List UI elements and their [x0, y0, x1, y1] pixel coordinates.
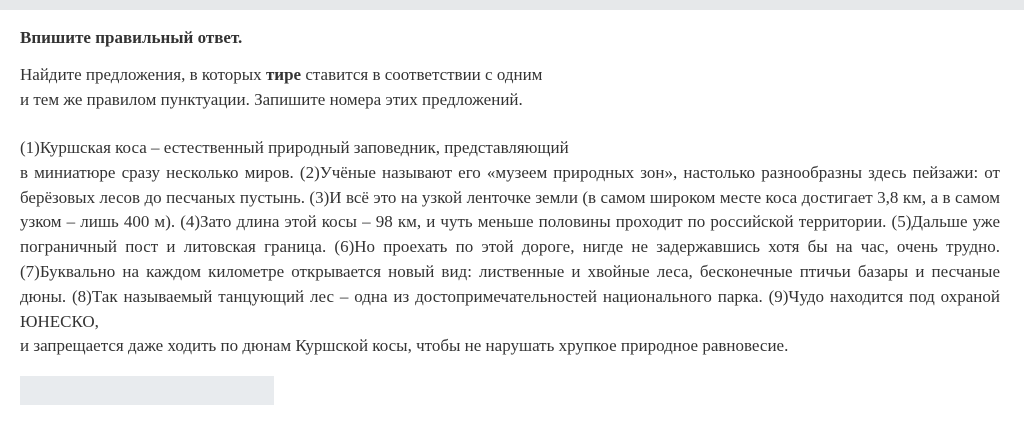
- passage-line-1: (1)Куршская коса – естественный природный заповедник, представляющий: [20, 138, 569, 157]
- task-text-line2: и тем же правилом пунктуации. Запишите номера этих предложений.: [20, 89, 523, 109]
- top-bar: [0, 0, 1024, 10]
- question-content: [20, 26, 1000, 359]
- task-text-emphasis: тире: [265, 65, 302, 84]
- passage-last-line: и запрещается даже ходить по дюнам Куршской косы, чтобы не нарушать хрупкое природное равновесие.: [20, 336, 789, 356]
- passage-paragraph: в миниатюре сразу несколько миров. (2)Учёные называют его «музеем природных зон», настолько разнообразны здесь пейзажи: от берёзовых лесов до песчаных пустынь. (3)И всё это на узкой ленточке земли (в самом широком месте коса достигает 3,8 км, а в самом узком – лишь 400 м). (4)Зато длина этой косы – 98 км, и чуть меньше половины проходит по российской территории. (5)Дальше уже пограничный пост и литовская граница. (6)Но проехать по этой дороге, нигде не задержавшись хотя бы на час, очень трудно. (7)Буквально на каждом километре открывается новый вид: лиственные и хвойные леса, бесконечные птичьи базары и песчаные дюны. (8)Так называемый танцующий лес – одна из достопримечательностей национального парка. (9)Чудо находится под охраной ЮНЕСКО,: [20, 162, 1000, 331]
- passage-text: [20, 136, 1000, 359]
- instruction-heading: Впишите правильный ответ.: [20, 28, 243, 47]
- task-text-part1: Найдите предложения, в которых: [20, 65, 266, 84]
- answer-input[interactable]: [20, 376, 274, 405]
- task-text-part2: ставится в соответствии с одним: [301, 65, 543, 84]
- task-text: [20, 63, 1000, 112]
